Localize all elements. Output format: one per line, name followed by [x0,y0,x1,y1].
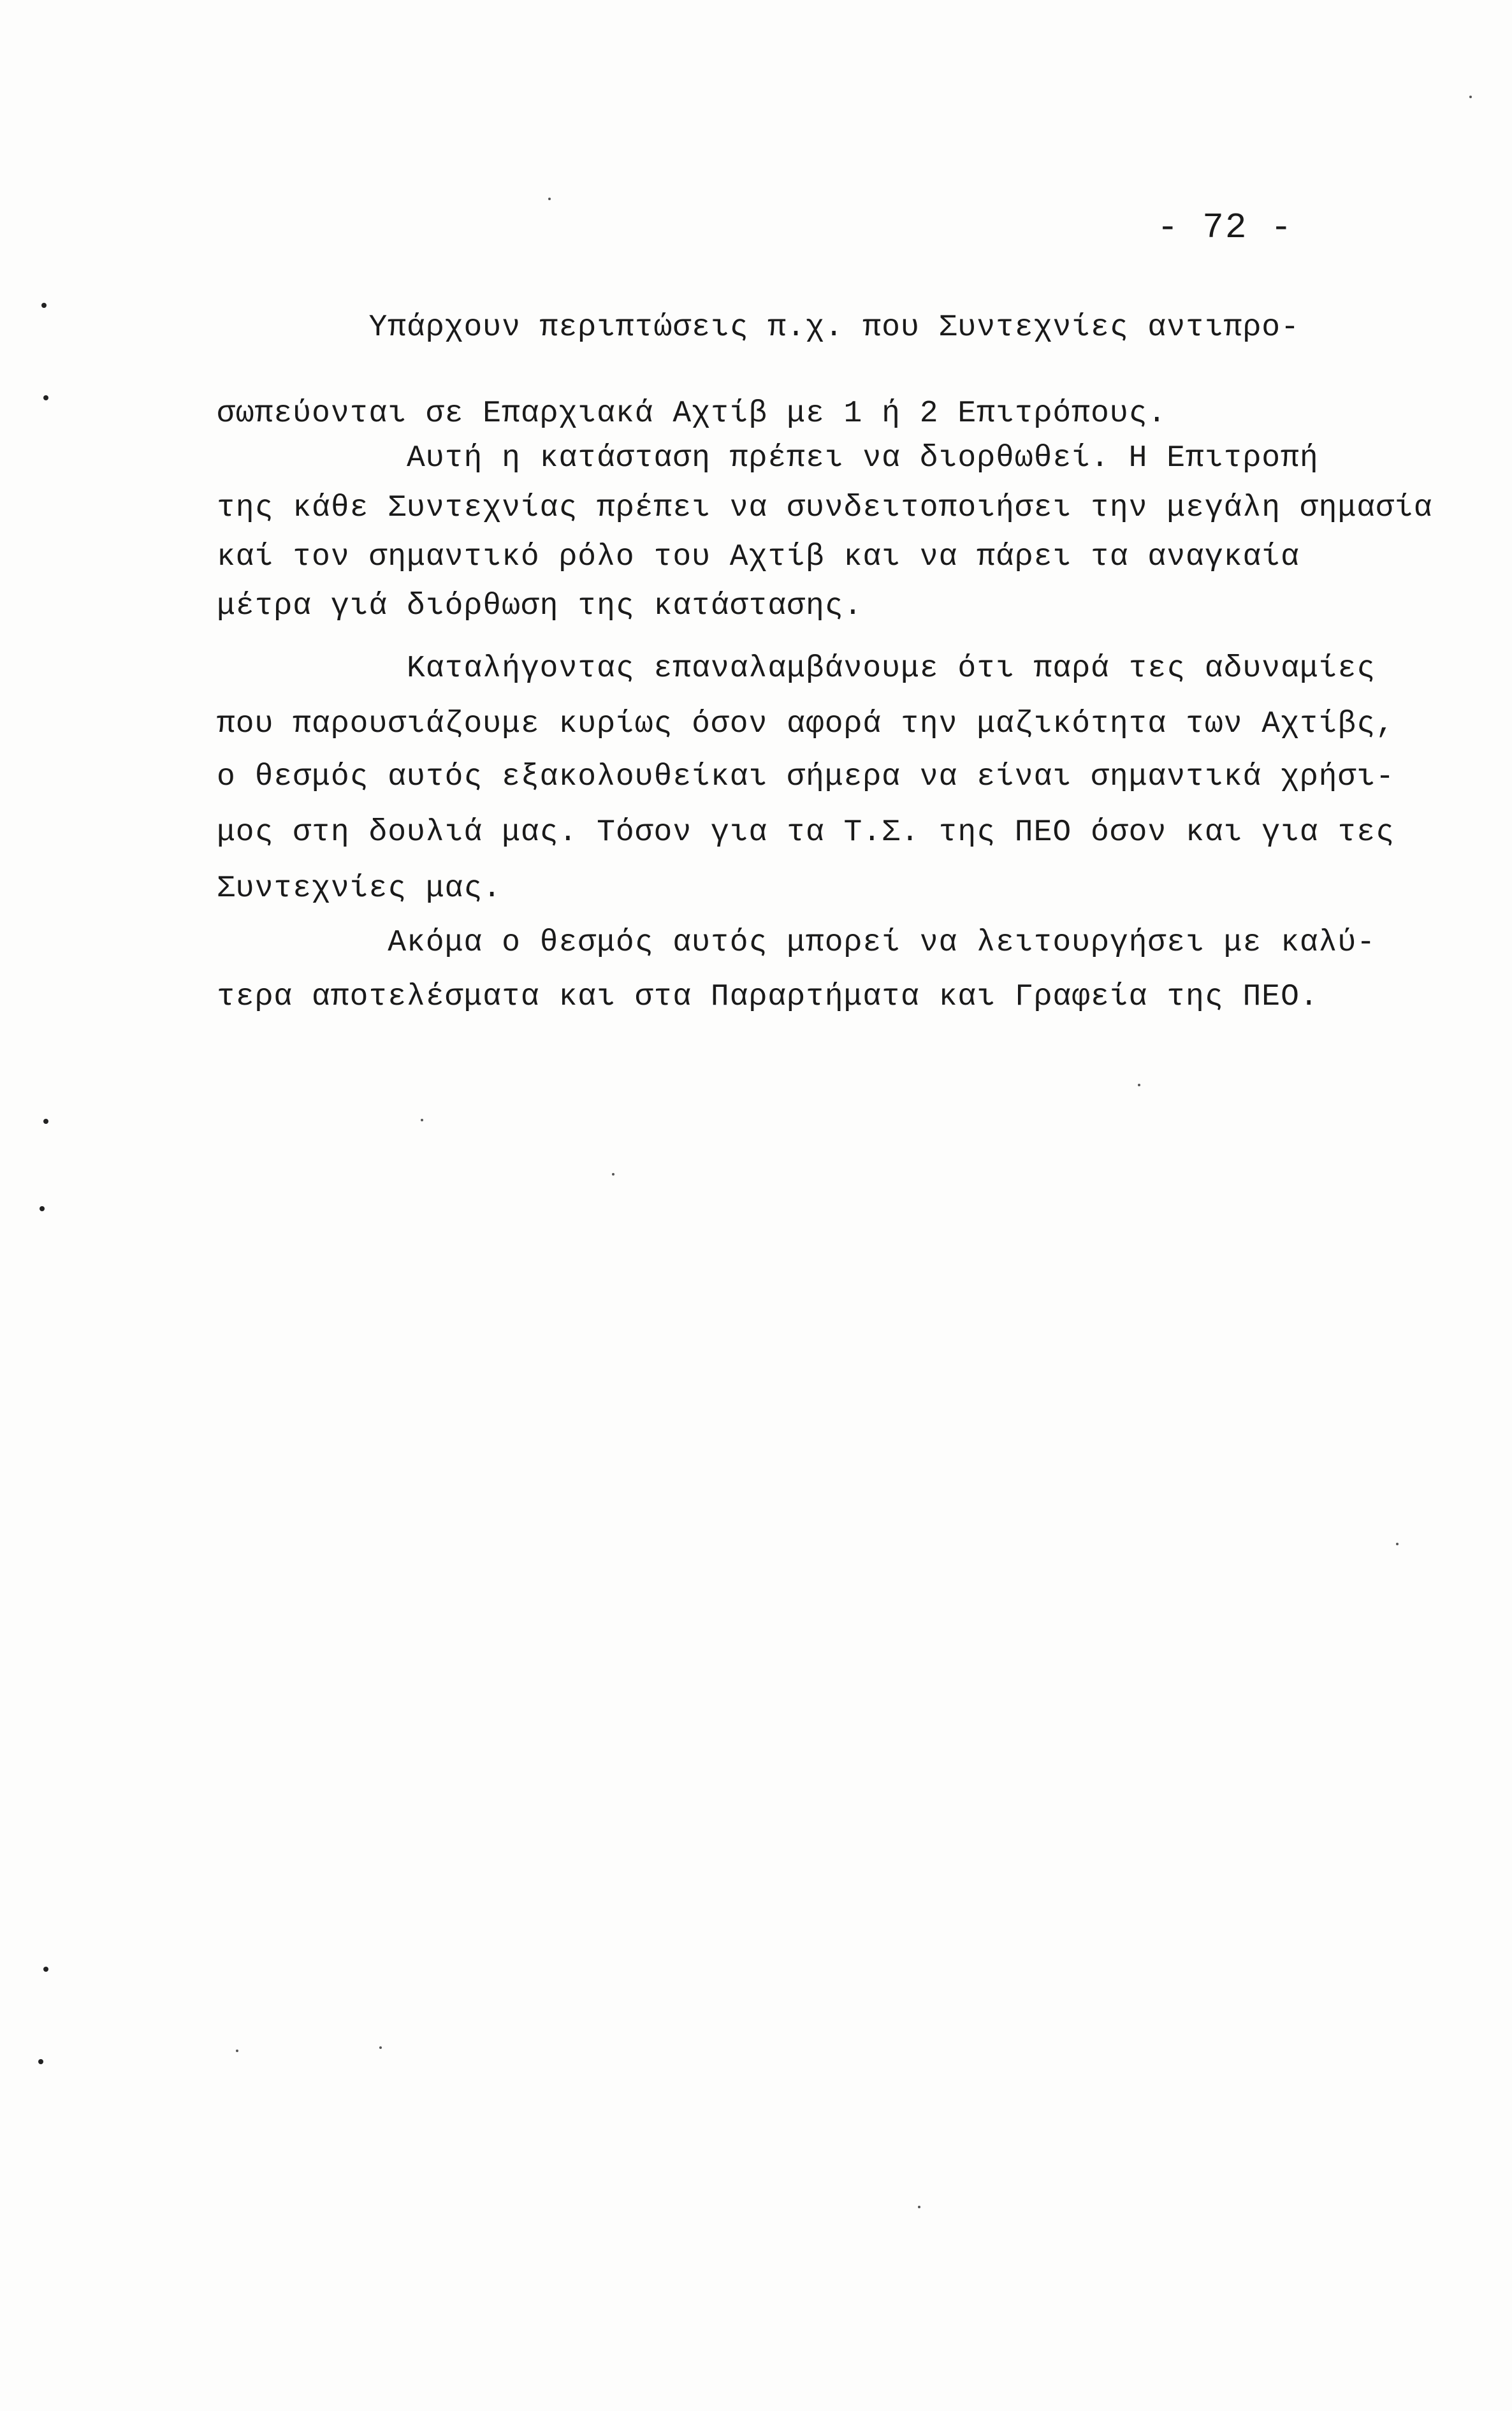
text-line: που παρουσιάζουμε κυρίως όσον αφορά την μαζικότητα των Αχτίβς, [217,707,1395,741]
scan-speck [548,198,551,200]
scan-speck [41,303,47,308]
scan-speck [43,395,48,400]
scan-speck [612,1173,614,1176]
text-line: Καταλήγοντας επαναλαμβάνουμε ότι παρά τες αδυναμίες [217,652,1376,686]
scan-speck [1138,1084,1140,1086]
text-line: καί τον σημαντικό ρόλο του Αχτίβ και να πάρει τα αναγκαία [217,540,1300,574]
text-line: μος στη δουλιά μας. Τόσον για τα Τ.Σ. της ΠΕΟ όσον και για τες [217,815,1395,850]
page-number: - 72 - [1157,207,1293,248]
scan-speck [236,2050,238,2052]
text-line: μέτρα γιά διόρθωση της κατάστασης. [217,589,863,623]
text-line: ο θεσμός αυτός εξακολουθείκαι σήμερα να είναι σημαντικά χρήσι- [217,760,1395,794]
scan-speck [918,2206,920,2208]
scan-speck [38,2059,43,2064]
text-line: της κάθε Συντεχνίας πρέπει να συνδειτοποιήσει την μεγάλη σημασία [217,491,1433,525]
scan-speck [40,1206,45,1211]
text-line: τερα αποτελέσματα και στα Παραρτήματα και Γραφεία της ΠΕΟ. [217,980,1319,1014]
text-line: Συντεχνίες μας. [217,871,502,906]
scan-speck [421,1119,423,1121]
scan-speck [43,1119,48,1124]
text-line: Υπάρχουν περιπτώσεις π.χ. που Συντεχνίες αντιπρο- [217,310,1300,345]
scan-speck [43,1967,48,1972]
text-line: σωπεύονται σε Επαρχιακά Αχτίβ με 1 ή 2 Επιτρόπους. [217,397,1167,431]
scan-speck [379,2046,382,2049]
text-line: Αυτή η κατάσταση πρέπει να διορθωθεί. Η Επιτροπή [217,441,1319,476]
scan-speck [1469,96,1472,98]
scan-speck [1396,1543,1399,1545]
text-line: Ακόμα ο θεσμός αυτός μπορεί να λειτουργήσει με καλύ- [217,926,1376,960]
